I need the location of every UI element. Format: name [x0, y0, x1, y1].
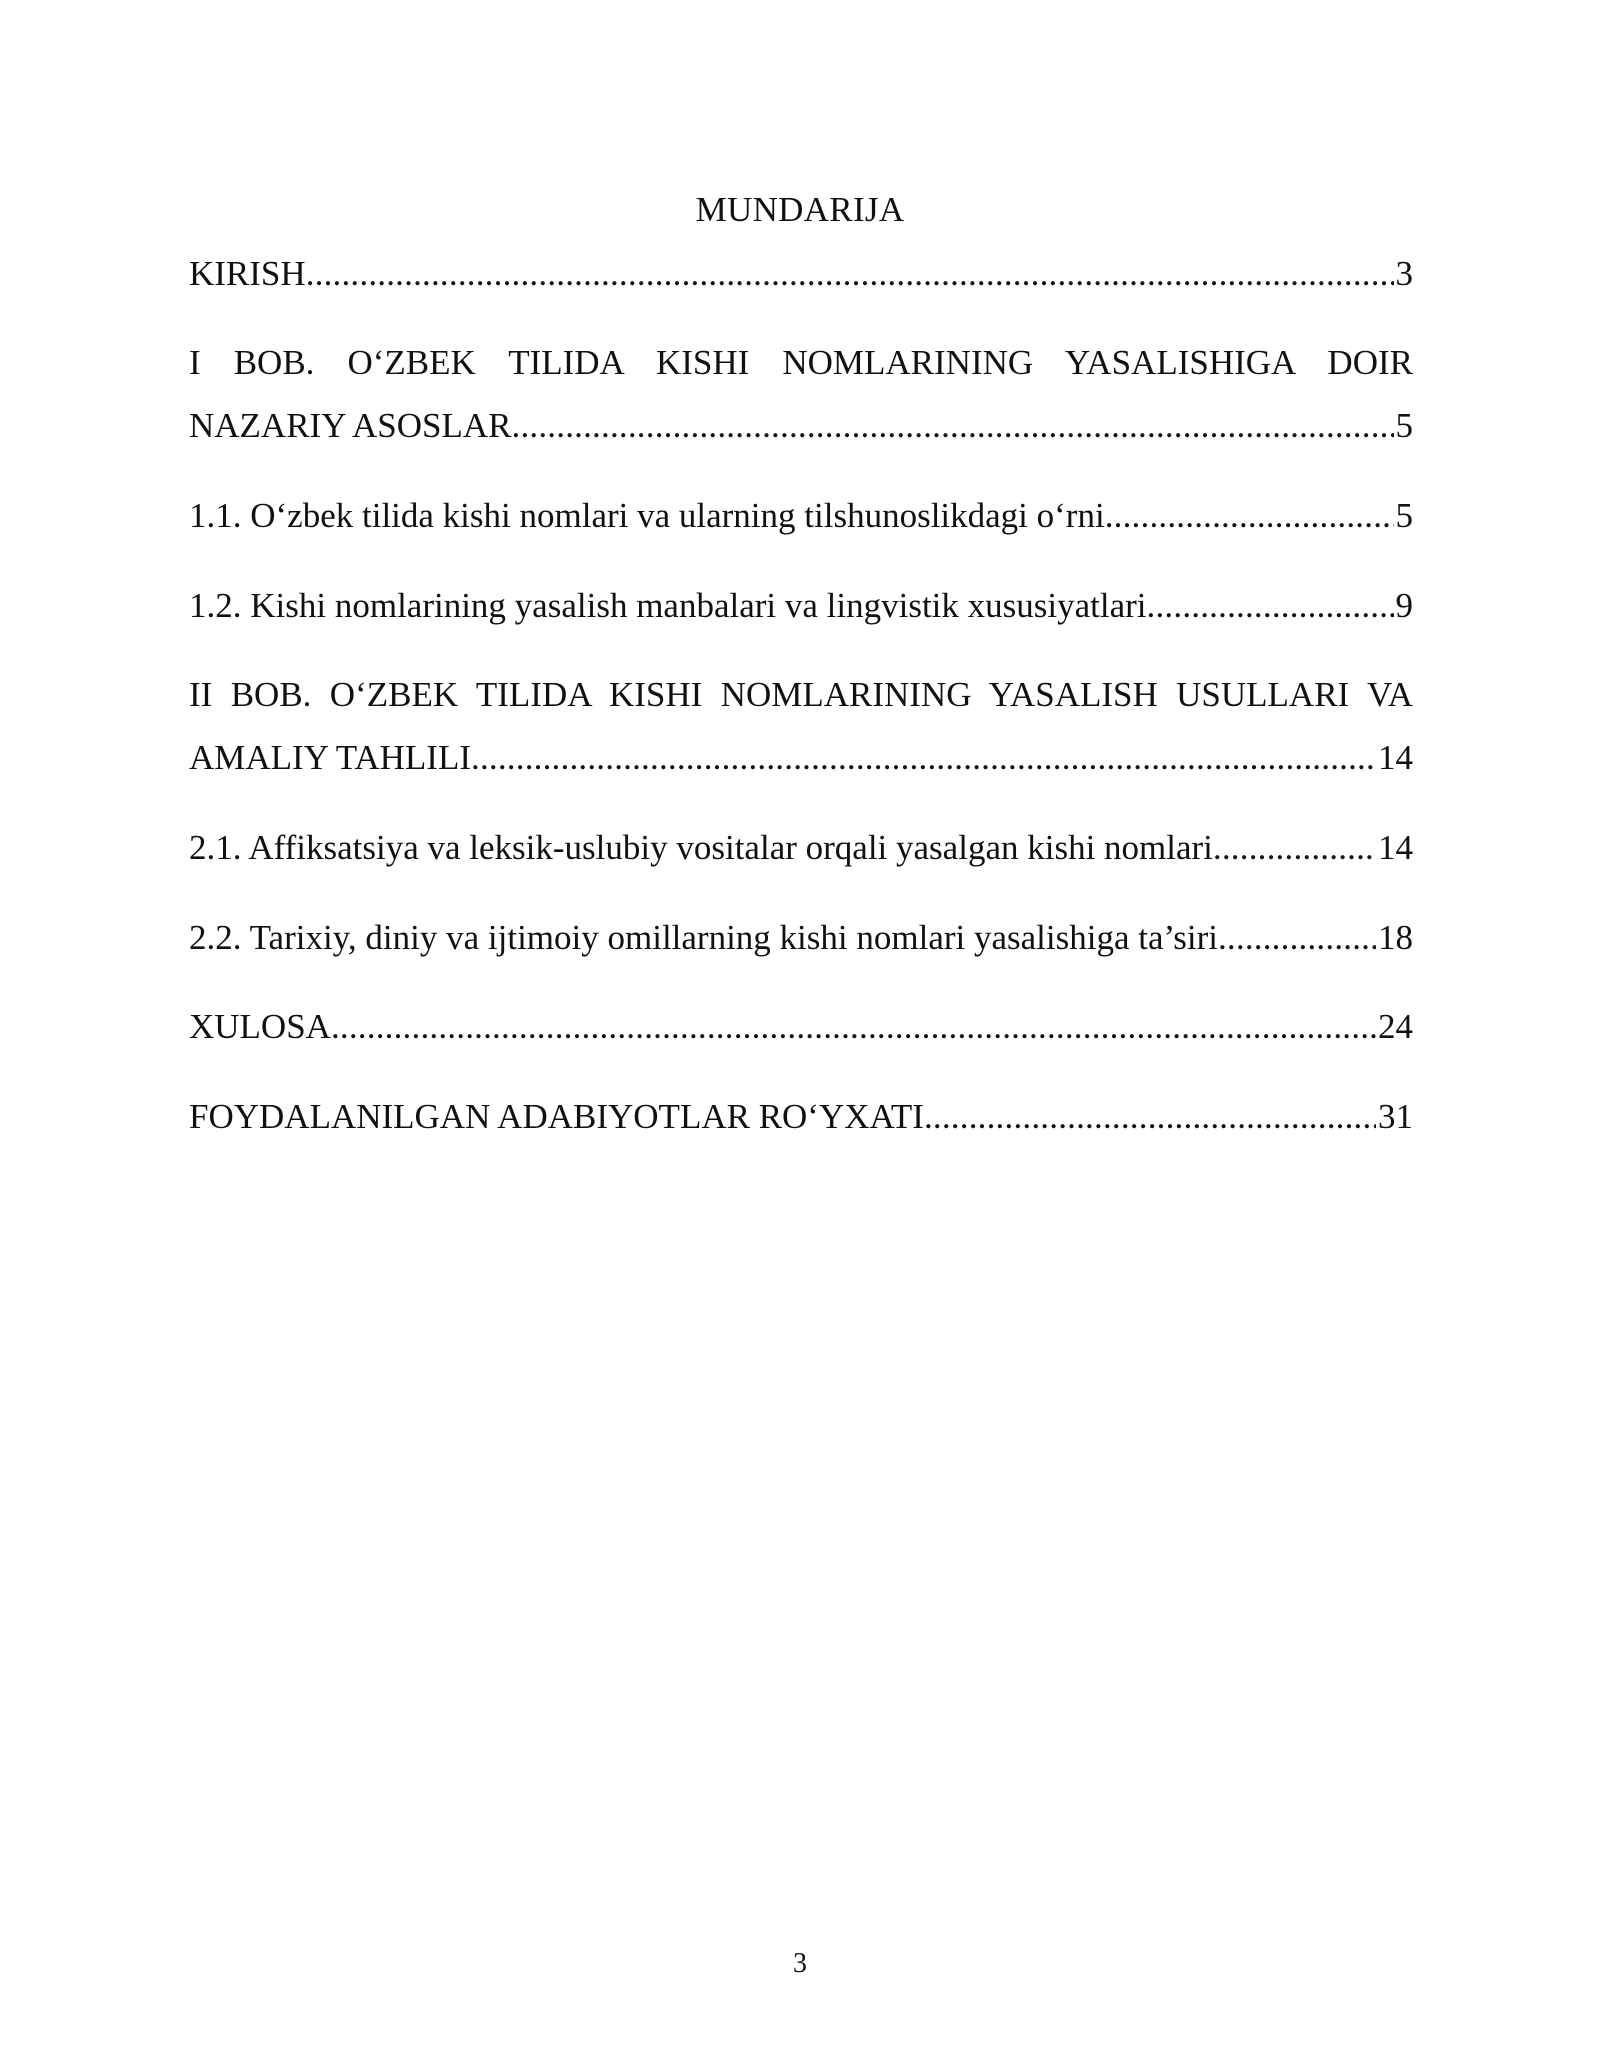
toc-entry-section-2-2[interactable]: [189, 915, 1413, 961]
toc-entry-text: 2.2. Tarixiy, diniy va ijtimoiy omillarning kishi nomlari yasalishiga ta’siri: [189, 918, 1218, 957]
dot-leader: [1213, 825, 1376, 871]
toc-entry-page: 18: [1378, 918, 1413, 957]
dot-leader: [306, 251, 1394, 297]
toc-entry-text: 1.1. O‘zbek tilida kishi nomlari va ularning tilshunoslikdagi o‘rni: [189, 496, 1105, 535]
toc-entry-section-1-2[interactable]: [189, 583, 1413, 629]
toc-entry-chapter-1[interactable]: [189, 340, 1413, 449]
dot-leader: [1105, 493, 1394, 539]
toc-entry-text: 2.1. Affiksatsiya va leksik-uslubiy vositalar orqali yasalgan kishi nomlari: [189, 828, 1213, 867]
toc-entry-text: AMALIY TAHLILI: [189, 738, 471, 777]
toc-entry-text: FOYDALANILGAN ADABIYOTLAR RO‘YXATI: [189, 1097, 924, 1136]
toc-entry-text: XULOSA: [189, 1007, 331, 1046]
dot-leader: [512, 403, 1394, 449]
dot-leader: [471, 735, 1376, 781]
toc-entry-text-line1: I BOB. O‘ZBEK TILIDA KISHI NOMLARINING YASALISHIGA DOIR: [189, 343, 1413, 382]
toc-entry-text: NAZARIY ASOSLAR: [189, 406, 512, 445]
toc-title: MUNDARIJA: [695, 190, 905, 229]
dot-leader: [924, 1094, 1376, 1140]
toc-entry-text-line1: II BOB. O‘ZBEK TILIDA KISHI NOMLARINING YASALISH USULLARI VA: [189, 675, 1413, 714]
toc-entry-section-1-1[interactable]: [189, 493, 1413, 539]
toc-entry-xulosa[interactable]: [189, 1004, 1413, 1050]
toc-entry-section-2-1[interactable]: [189, 825, 1413, 871]
toc-entry-text: KIRISH: [189, 254, 306, 293]
toc-entry-page: 24: [1378, 1007, 1413, 1046]
page-number: 3: [793, 1948, 807, 1979]
toc-entry-page: 5: [1395, 406, 1413, 445]
dot-leader: [1147, 583, 1394, 629]
toc-entry-page: 5: [1395, 496, 1413, 535]
dot-leader: [331, 1004, 1376, 1050]
toc-entry-chapter-2[interactable]: [189, 672, 1413, 781]
toc-entry-page: 3: [1395, 254, 1413, 293]
toc-entry-text: 1.2. Kishi nomlarining yasalish manbalari va lingvistik xususiyatlari: [189, 586, 1147, 625]
dot-leader: [1218, 915, 1376, 961]
toc-entry-kirish[interactable]: [189, 251, 1413, 297]
toc-entry-page: 14: [1378, 738, 1413, 777]
toc-entry-page: 31: [1378, 1097, 1413, 1136]
toc-entry-page: 9: [1395, 586, 1413, 625]
toc-entry-page: 14: [1378, 828, 1413, 867]
toc-entry-references[interactable]: [189, 1094, 1413, 1140]
